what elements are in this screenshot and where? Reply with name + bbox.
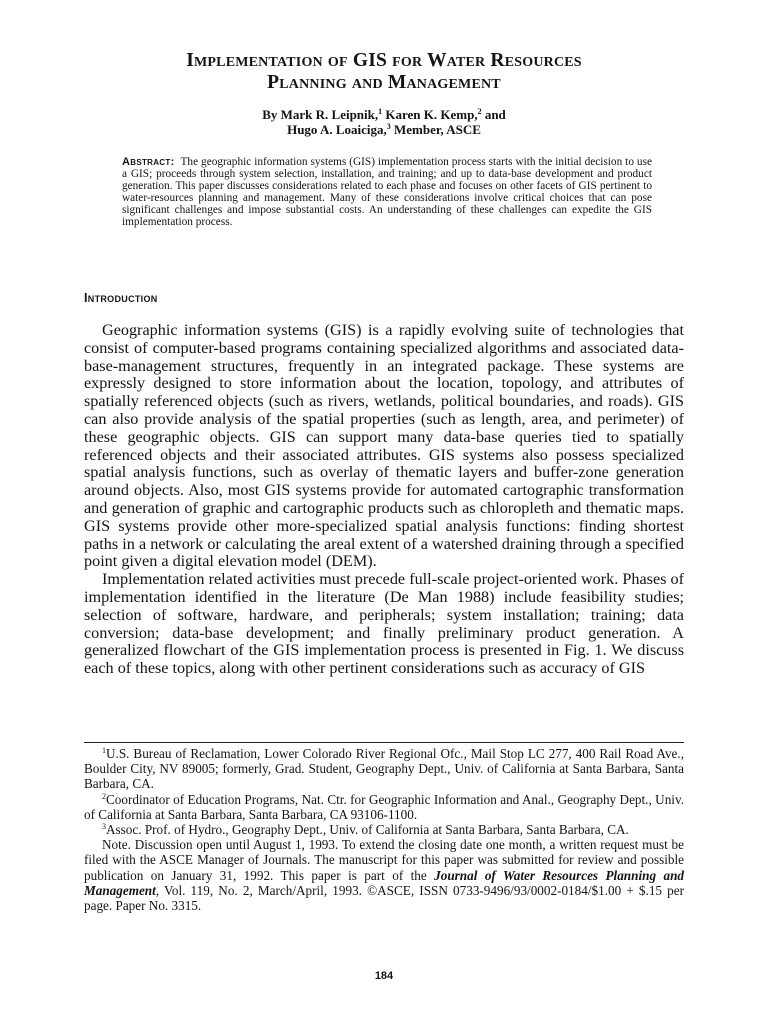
title-line-2: Planning and Management — [267, 72, 501, 93]
paragraph: Geographic information systems (GIS) is a rapidly evolving suite of technologies that consist of computer-based programs containing specialized algorithms and associated data-base-management structures, frequently in an integrated package. These systems are expressly designed to store information about the location, topology, and attributes of spatially referenced objects (such as rivers, wetlands, political boundaries, and roads). GIS can also provide analysis of the spatial properties (such as length, area, and perimeter) of these geographic objects. GIS can support many data-base queries tied to spatially referenced objects and their associated attributes. GIS systems also possess specialized spatial analysis functions, such as overlay of thematic layers and buffer-zone generation around objects. Also, most GIS systems provide for automated cartographic transformation and generation of graphic and cartographic products such as chloropleth and thematic maps. GIS systems provide other more-specialized spatial analysis functions: finding shortest paths in a network or calculating the areal extent of a watershed draining through a specified point given a digital elevation model (DEM). — [84, 321, 684, 571]
author-list — [84, 107, 684, 137]
author-3: Hugo A. Loaiciga, — [287, 122, 387, 137]
footnotes — [84, 746, 684, 913]
author-2: Karen K. Kemp, — [382, 107, 478, 122]
abstract-label: Abstract: — [122, 156, 175, 168]
author-conjunction: and — [481, 107, 506, 122]
footnote-3-mark: 3 — [102, 822, 106, 832]
footnote-divider — [84, 742, 684, 743]
author-3-mark: 3 — [386, 122, 391, 131]
footnote-3-text: Assoc. Prof. of Hydro., Geography Dept., Univ. of California at Santa Barbara, Santa Barbara, CA. — [106, 822, 629, 838]
footnote-1 — [84, 746, 684, 792]
abstract-text: The geographic information systems (GIS) implementation process starts with the initial decision to use a GIS; proceeds through system selection, installation, and training; and up to data-base development and product generation. This paper discusses considerations related to each phase and focuses on other facets of GIS pertinent to water-resources planning and management. Many of these considerations involve critical choices that can pose significant challenges and impose substantial costs. An understanding of these challenges can expedite the GIS implementation process. — [122, 156, 652, 229]
footnote-1-mark: 1 — [102, 746, 106, 755]
footnote-2-text: Coordinator of Education Programs, Nat. Ctr. for Geographic Information and Anal., Geography Dept., Univ. of California at Santa Barbara, Santa Barbara, CA 93106-1100. — [84, 791, 684, 822]
footnote-1-text: U.S. Bureau of Reclamation, Lower Colorado River Regional Ofc., Mail Stop LC 277, 400 Rail Road Ave., Boulder City, NV 89005; formerly, Grad. Student, Geography Dept., Univ. of California at Santa Barbara, Santa Barbara, CA. — [84, 746, 684, 792]
author-2-mark: 2 — [477, 107, 482, 116]
journal-name: Journal of Water Resources Planning and Management — [84, 867, 684, 898]
author-line-1 — [84, 107, 684, 122]
paper-title — [84, 50, 684, 94]
author-1: By Mark R. Leipnik, — [262, 107, 379, 122]
paragraph: Implementation related activities must precede full-scale project-oriented work. Phases of implementation identified in the literature (De Man 1988) include feasibility studies; selection of software, hardware, and peripherals; system installation; training; data conversion; data-base development; and finally preliminary product generation. A generalized flowchart of the GIS implementation process is presented in Fig. 1. We discuss each of these topics, along with other pertinent considerations such as accuracy of GIS — [84, 570, 684, 678]
introduction-body — [84, 322, 684, 678]
author-3-membership: Member, ASCE — [390, 122, 481, 137]
author-line-2 — [84, 122, 684, 137]
paper-page — [84, 0, 684, 1024]
footnote-3 — [84, 822, 684, 837]
publication-note — [84, 837, 684, 913]
section-heading-introduction: Introduction — [84, 291, 158, 305]
footnote-2 — [84, 792, 684, 822]
abstract — [122, 156, 652, 229]
note-citation: , Vol. 119, No. 2, March/April, 1993. ©ASCE, ISSN 0733-9496/93/0002-0184/$1.00 + $.15 per page. Paper No. 3315. — [84, 882, 684, 914]
page-number: 184 — [374, 970, 394, 982]
author-1-mark: 1 — [378, 107, 383, 116]
footnote-2-mark: 2 — [102, 791, 106, 801]
title-line-1: Implementation of GIS for Water Resources — [186, 50, 582, 71]
note-text: Note. Discussion open until August 1, 1993. To extend the closing date one month, a written request must be filed with the ASCE Manager of Journals. The manuscript for this paper was submitted for review and possible publication on January 31, 1992. This paper is part of the — [84, 837, 684, 883]
